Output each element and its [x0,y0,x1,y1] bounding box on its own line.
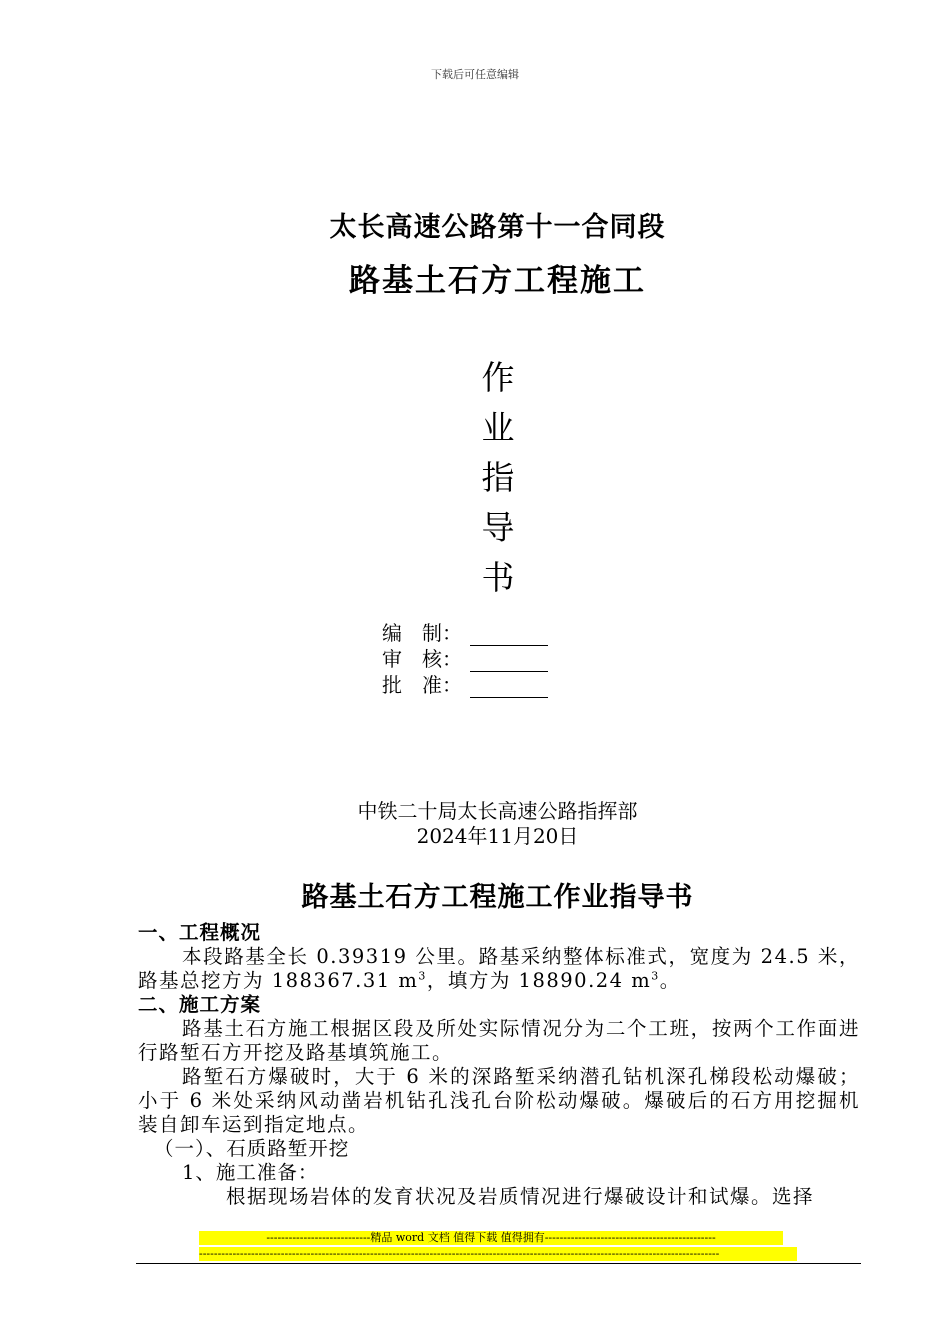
vertical-title-char: 业 [481,408,515,447]
vertical-title-char: 作 [481,358,515,397]
promo-banner-line1: ----------------------------精品 word 文档 值得下载 值得拥有---------------------------------------------- [199,1231,783,1245]
signature-blank [470,625,548,646]
vertical-title-char: 指 [481,458,515,497]
subsection-heading: （一）、石质路堑开挖 [154,1137,350,1160]
vertical-title-char: 导 [481,508,515,547]
item-text: 根据现场岩体的发育状况及岩质情况进行爆破设计和试爆。选择 [226,1185,815,1208]
signature-row-compile [382,620,548,646]
promo-banner-line2: -------------------------------------------------------------------------------------------------------------------------------------------- [199,1247,797,1261]
cover-title-line1: 太长高速公路第十一合同段 [329,212,666,243]
section2-paragraph-1: 路基土石方施工根据区段及所处实际情况分为二个工班，按两个工作面进行路堑石方开挖及路基填筑施工。 [138,1017,860,1064]
organization-name: 中铁二十局太长高速公路指挥部 [357,799,638,823]
signature-row-review [382,646,548,672]
signature-label: 审 核： [382,647,462,671]
signature-blank [470,677,548,698]
footer-divider [136,1263,861,1264]
section1-paragraph: 本段路基全长 0.39319 公里。路基采纳整体标准式，宽度为 24.5 米，路基总挖方为 188367.31 $m^3$，填方为 18890.24 $m^3$。 [138,945,860,992]
signature-label: 编 制： [382,621,462,645]
item-heading: 1、施工准备： [182,1161,319,1184]
signature-blank [470,651,548,672]
section2-heading: 二、施工方案 [138,993,262,1016]
signature-label: 批 准： [382,673,462,697]
document-date: 2024年11月20日 [416,824,579,848]
section2-paragraph-2: 路堑石方爆破时，大于 6 米的深路堑采纳潜孔钻机深孔梯段松动爆破；小于 6 米处采纳风动凿岩机钻孔浅孔台阶松动爆破。爆破后的石方用挖掘机装自卸车运到指定地点。 [138,1065,860,1136]
document-body [138,921,860,1209]
section1-heading: 一、工程概况 [138,921,262,944]
vertical-title-char: 书 [481,558,515,597]
document-title: 路基土石方工程施工作业指导书 [301,882,694,913]
cover-title-line2: 路基土石方工程施工 [349,263,646,299]
signature-row-approve [382,672,548,698]
header-note: 下载后可任意编辑 [431,68,519,81]
